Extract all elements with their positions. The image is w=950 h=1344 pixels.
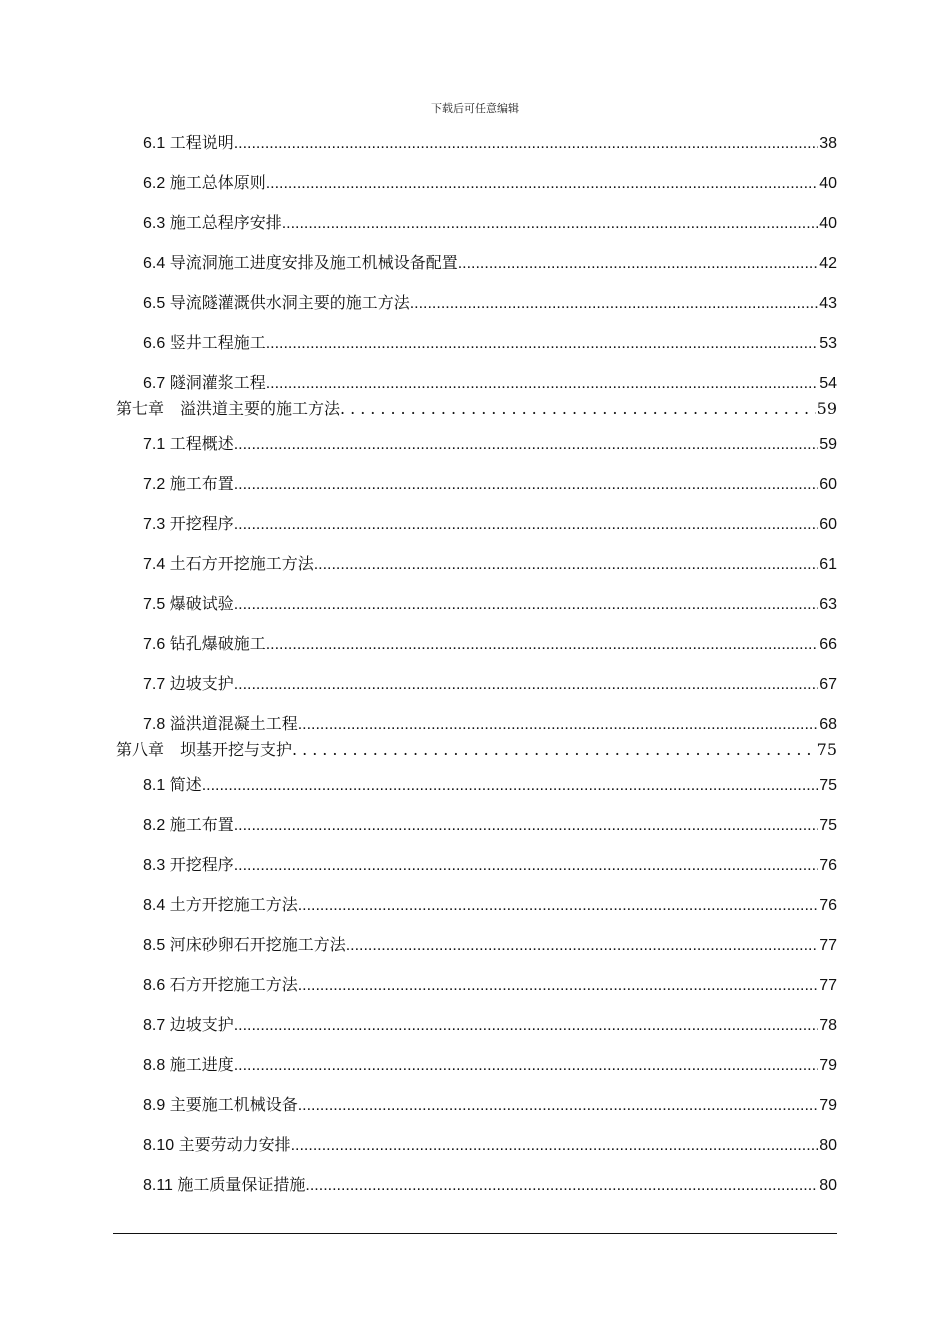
toc-entry-title: 6.1 工程说明 (143, 135, 234, 152)
toc-entry-page: 43 (819, 295, 837, 312)
toc-entry-title: 6.3 施工总程序安排 (143, 215, 282, 232)
toc-leader-dots (234, 1017, 819, 1035)
toc-leader-dots (298, 897, 819, 915)
toc-entry-page: 66 (819, 636, 837, 653)
toc-entry-page: 60 (819, 476, 837, 493)
toc-entry-page: 40 (819, 215, 837, 232)
toc-entry-title: 7.2 施工布置 (143, 476, 234, 493)
toc-entry-page: 54 (819, 375, 837, 392)
toc-leader-dots (282, 215, 819, 233)
toc-entry-page: 68 (819, 716, 837, 733)
toc-entry-page: 78 (819, 1017, 837, 1034)
header-note: 下载后可任意编辑 (431, 102, 519, 115)
toc-entry-title: 7.7 边坡支护 (143, 676, 234, 693)
toc-entry-title: 8.8 施工进度 (143, 1057, 234, 1074)
toc-entry[interactable] (143, 671, 837, 694)
toc-entry-title: 8.7 边坡支护 (143, 1017, 234, 1034)
toc-entry[interactable] (143, 431, 837, 454)
toc-entry-title: 8.6 石方开挖施工方法 (143, 977, 298, 994)
toc-leader-dots (298, 977, 819, 995)
toc-leader-dots (291, 1137, 819, 1155)
toc-entry[interactable] (143, 772, 837, 795)
toc-entry-title: 8.11 施工质量保证措施 (143, 1177, 306, 1194)
toc-leader-dots (234, 1057, 819, 1075)
toc-entry-page: 79 (819, 1057, 837, 1074)
toc-entry-title: 8.4 土方开挖施工方法 (143, 897, 298, 914)
toc-leader-dots (234, 436, 819, 454)
toc-entry[interactable] (143, 932, 837, 955)
toc-chapter-page: 75 (816, 740, 837, 759)
toc-leader-dots (298, 1097, 819, 1115)
toc-entry-title: 8.3 开挖程序 (143, 857, 234, 874)
toc-entry-title: 7.8 溢洪道混凝土工程 (143, 716, 298, 733)
toc-entry[interactable] (143, 1092, 837, 1115)
toc-entry[interactable] (143, 812, 837, 835)
toc-chapter-entry[interactable] (116, 737, 837, 760)
footer-rule (113, 1233, 837, 1234)
toc-entry-title: 8.1 简述 (143, 777, 202, 794)
toc-entry-title: 8.10 主要劳动力安排 (143, 1137, 291, 1154)
toc-entry-page: 38 (819, 135, 837, 152)
toc-leader-dots (340, 399, 816, 418)
toc-chapter-entry[interactable] (116, 396, 837, 419)
toc-entry-page: 60 (819, 516, 837, 533)
toc-entry[interactable] (143, 370, 837, 393)
toc-entry[interactable] (143, 1132, 837, 1155)
toc-entry-title: 7.4 土石方开挖施工方法 (143, 556, 314, 573)
toc-chapter-title: 第八章 坝基开挖与支护 (116, 740, 293, 759)
toc-leader-dots (266, 636, 819, 654)
toc-entry-title: 6.2 施工总体原则 (143, 175, 266, 192)
toc-entry[interactable] (143, 1052, 837, 1075)
toc-entry-title: 8.5 河床砂卵石开挖施工方法 (143, 937, 346, 954)
toc-leader-dots (458, 255, 819, 273)
toc-entry-title: 8.9 主要施工机械设备 (143, 1097, 298, 1114)
toc-leader-dots (266, 375, 819, 393)
toc-entry-page: 77 (819, 937, 837, 954)
toc-entry[interactable] (143, 972, 837, 995)
toc-entry-page: 77 (819, 977, 837, 994)
toc-entry-title: 7.3 开挖程序 (143, 516, 234, 533)
toc-entry[interactable] (143, 330, 837, 353)
toc-leader-dots (346, 937, 819, 955)
toc-entry[interactable] (143, 511, 837, 534)
toc-entry-page: 63 (819, 596, 837, 613)
toc-chapter-page: 59 (816, 399, 837, 418)
toc-entry-title: 6.6 竖井工程施工 (143, 335, 266, 352)
toc-entry-page: 80 (819, 1137, 837, 1154)
toc-leader-dots (298, 716, 819, 734)
toc-entry[interactable] (143, 892, 837, 915)
toc-entry[interactable] (143, 290, 837, 313)
toc-entry-page: 61 (819, 556, 837, 573)
toc-leader-dots (292, 740, 816, 759)
toc-leader-dots (234, 817, 819, 835)
toc-entry[interactable] (143, 170, 837, 193)
toc-leader-dots (266, 175, 819, 193)
toc-leader-dots (266, 335, 819, 353)
toc-entry[interactable] (143, 1172, 837, 1195)
toc-leader-dots (202, 777, 819, 795)
toc-entry-title: 6.7 隧洞灌浆工程 (143, 375, 266, 392)
toc-entry-page: 40 (819, 175, 837, 192)
toc-chapter-title: 第七章 溢洪道主要的施工方法 (116, 399, 341, 418)
toc-entry[interactable] (143, 1012, 837, 1035)
toc-entry-page: 67 (819, 676, 837, 693)
toc-entry[interactable] (143, 631, 837, 654)
toc-entry[interactable] (143, 591, 837, 614)
toc-entry[interactable] (143, 210, 837, 233)
toc-leader-dots (234, 857, 819, 875)
toc-leader-dots (234, 516, 819, 534)
toc-entry-page: 79 (819, 1097, 837, 1114)
toc-entry[interactable] (143, 711, 837, 734)
toc-entry-title: 7.6 钻孔爆破施工 (143, 636, 266, 653)
toc-entry-page: 53 (819, 335, 837, 352)
toc-entry-title: 7.5 爆破试验 (143, 596, 234, 613)
toc-leader-dots (234, 476, 819, 494)
toc-entry-page: 59 (819, 436, 837, 453)
toc-leader-dots (305, 1177, 818, 1195)
toc-entry-title: 6.5 导流隧灌溉供水洞主要的施工方法 (143, 295, 410, 312)
toc-leader-dots (234, 596, 819, 614)
toc-entry[interactable] (143, 130, 837, 153)
toc-entry[interactable] (143, 852, 837, 875)
toc-entry[interactable] (143, 551, 837, 574)
toc-leader-dots (314, 556, 819, 574)
toc-entry-page: 75 (819, 817, 837, 834)
toc-entry-page: 75 (819, 777, 837, 794)
toc-entry[interactable] (143, 250, 837, 273)
toc-leader-dots (410, 295, 819, 313)
toc-entry-title: 6.4 导流洞施工进度安排及施工机械设备配置 (143, 255, 458, 272)
toc-entry-title: 8.2 施工布置 (143, 817, 234, 834)
toc-entry-page: 80 (819, 1177, 837, 1194)
toc-entry-page: 76 (819, 897, 837, 914)
toc-entry-page: 76 (819, 857, 837, 874)
toc-entry-title: 7.1 工程概述 (143, 436, 234, 453)
toc-leader-dots (234, 676, 819, 694)
toc-entry[interactable] (143, 471, 837, 494)
toc-leader-dots (234, 135, 819, 153)
toc-entry-page: 42 (819, 255, 837, 272)
